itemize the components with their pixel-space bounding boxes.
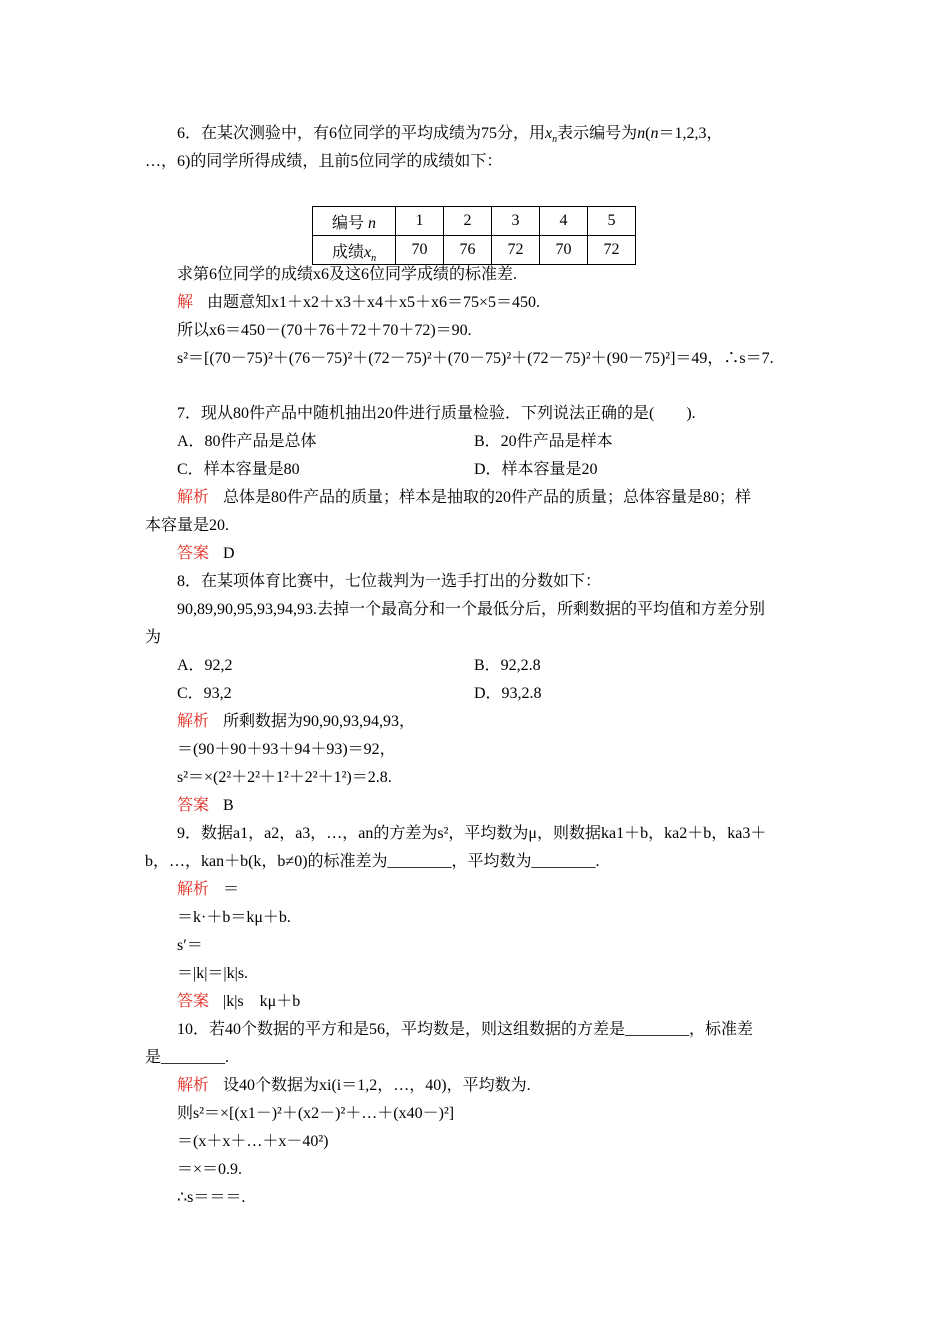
answer-tag: 答案 [177,545,210,562]
row-header-number: 编号 n [313,207,396,236]
q7-answer: 答案 D [177,545,235,562]
table-cell: 3 [492,207,540,236]
q7-option-c: C．样本容量是80 [177,461,300,478]
q9-analysis-line1: 解析 ＝ [177,881,240,898]
q8-answer: 答案 B [177,797,234,814]
table-row [313,207,636,236]
analysis-tag: 解析 [177,713,210,730]
analysis-tag: 解析 [177,1077,210,1094]
q9-answer: 答案 |k|s kμ＋b [177,993,301,1010]
table-row [313,236,636,265]
q8-stem-line1: 8．在某项体育比赛中，七位裁判为一选手打出的分数如下： [177,573,602,590]
table-cell: 5 [588,207,636,236]
q6-question: 求第6位同学的成绩x6及这6位同学成绩的标准差. [177,266,518,283]
q7-stem: 7．现从80件产品中随机抽出20件进行质量检验．下列说法正确的是( ). [177,405,696,422]
q7-option-b: B．20件产品是样本 [474,433,613,450]
q10-stem-line2: 是________. [145,1049,230,1066]
q10-analysis-line1: 解析 设40个数据为xi(i＝1,2，…，40)，平均数为. [177,1077,531,1094]
q10-analysis-line5: ∴s＝＝＝. [177,1189,246,1206]
q9-analysis-line4: ＝|k|＝|k|s. [177,965,249,982]
analysis-tag: 解析 [177,489,210,506]
table-cell: 76 [444,236,492,265]
q8-option-b: B．92,2.8 [474,657,541,674]
table-cell: 70 [540,236,588,265]
q8-stem-line2: 90,89,90,95,93,94,93.去掉一个最高分和一个最低分后，所剩数据的平均值和方差分别 [177,601,766,618]
table-cell: 1 [396,207,444,236]
q8-option-c: C．93,2 [177,685,232,702]
q10-analysis-line3: ＝(x＋x＋…＋x－40²) [177,1133,329,1150]
table-cell: 2 [444,207,492,236]
q9-analysis-line3: s′＝ [177,937,203,954]
q8-option-a: A．92,2 [177,657,233,674]
q6-solution-line2: 所以x6＝450－(70＋76＋72＋70＋72)＝90. [177,322,472,339]
q7-option-a: A．80件产品是总体 [177,433,317,450]
q7-analysis-line1: 解析 总体是80件产品的质量；样本是抽取的20件产品的质量；总体容量是80；样 [177,489,752,506]
q6-stem-line2: …，6)的同学所得成绩，且前5位同学的成绩如下： [145,153,503,170]
q7-analysis-line2: 本容量是20. [145,517,230,534]
q9-stem-line1: 9．数据a1，a2，a3，…，an的方差为s²，平均数为μ，则数据ka1＋b，ka2＋b，ka3＋ [177,825,767,842]
q8-stem-line3: 为 [145,629,162,646]
table-cell: 4 [540,207,588,236]
answer-tag: 答案 [177,797,210,814]
analysis-tag: 解析 [177,881,210,898]
q6-solution-line1: 解 由题意知x1＋x2＋x3＋x4＋x5＋x6＝75×5＝450. [177,294,541,311]
row-header-score: 成绩$x_n$ [313,236,396,265]
q9-stem-line2: b，…，kan＋b(k，b≠0)的标准差为________，平均数为________. [145,853,600,870]
q8-analysis-line1: 解析 所剩数据为90,90,93,94,93， [177,713,416,730]
q7-option-d: D．样本容量是20 [474,461,598,478]
q8-option-d: D．93,2.8 [474,685,542,702]
q10-stem-line1: 10．若40个数据的平方和是56，平均数是，则这组数据的方差是________，标准差 [177,1021,754,1038]
q6-score-table [312,206,636,265]
q6-stem-line1: 6．在某次测验中，有6位同学的平均成绩为75分，用$x_n$表示编号为n(n＝1,2,3， [177,125,723,146]
q6-solution-line3: s²＝[(70－75)²＋(76－75)²＋(72－75)²＋(70－75)²＋(72－75)²＋(90－75)²]＝49，∴s＝7. [177,350,774,367]
q9-analysis-line2: ＝k·＋b＝kμ＋b. [177,909,291,926]
table-cell: 72 [492,236,540,265]
answer-tag: 答案 [177,993,210,1010]
q8-analysis-line3: s²＝×(2²＋2²＋1²＋2²＋1²)＝2.8. [177,769,392,786]
solution-tag: 解 [177,294,194,311]
table-cell: 70 [396,236,444,265]
table-cell: 72 [588,236,636,265]
q10-analysis-line2: 则s²＝×[(x1－)²＋(x2－)²＋…＋(x40－)²] [177,1105,455,1122]
q8-analysis-line2: ＝(90＋90＋93＋94＋93)＝92， [177,741,396,758]
q10-analysis-line4: ＝×＝0.9. [177,1161,243,1178]
